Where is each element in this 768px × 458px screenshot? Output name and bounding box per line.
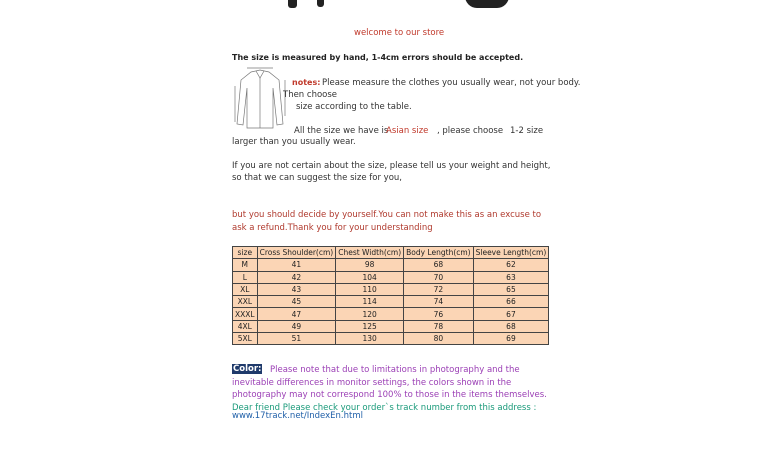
cell-chest: 120 [336, 308, 404, 320]
cell-sleeve: 67 [473, 308, 549, 320]
cell-shoulder: 49 [257, 320, 336, 332]
track-url-link[interactable]: www.17track.net/IndexEn.html [232, 411, 363, 421]
cell-shoulder: 41 [257, 259, 336, 271]
notes-line-1: Please measure the clothes you usually wear, not your body. [322, 78, 581, 88]
cell-size: L [233, 271, 258, 283]
header-cross-shoulder: Cross Shoulder(cm) [257, 247, 336, 259]
photo-leg-left [288, 0, 297, 8]
cell-chest: 98 [336, 259, 404, 271]
larger-text: larger than you usually wear. [232, 137, 356, 147]
track-number-note [232, 404, 564, 420]
header-sleeve-length: Sleeve Length(cm) [473, 247, 549, 259]
cell-size: XXXL [233, 308, 258, 320]
cell-size: XL [233, 283, 258, 295]
color-label: Color: [233, 364, 262, 374]
table-row [233, 308, 549, 320]
table-row [233, 320, 549, 332]
header-chest-width: Chest Width(cm) [336, 247, 404, 259]
cell-sleeve: 65 [473, 283, 549, 295]
cell-chest: 104 [336, 271, 404, 283]
notes-line-3: size according to the table. [296, 102, 412, 112]
please-choose-text: , please choose [437, 126, 504, 136]
cell-body: 74 [404, 296, 473, 308]
shirt-measure-sketch [233, 66, 287, 132]
cell-chest: 114 [336, 296, 404, 308]
header-body-length: Body Length(cm) [404, 247, 473, 259]
table-row [233, 296, 549, 308]
refund-note-text: but you should decide by yourself.You can not make this as an excuse to ask a refund.Thank you for your understanding [232, 210, 542, 233]
cell-sleeve: 69 [473, 333, 549, 345]
header-size: size [233, 247, 258, 259]
allsize-text: All the size we have is [294, 126, 389, 136]
table-row [233, 283, 549, 295]
cell-size: 5XL [233, 333, 258, 345]
photo-leg-right [465, 0, 509, 8]
notes-line-2: Then choose [283, 90, 338, 100]
cell-body: 78 [404, 320, 473, 332]
asian-size-text: Asian size [386, 126, 429, 136]
cell-sleeve: 62 [473, 259, 549, 271]
cell-shoulder: 42 [257, 271, 336, 283]
cell-body: 70 [404, 271, 473, 283]
table-row [233, 259, 549, 271]
photo-leg-mid [317, 0, 324, 7]
cell-body: 76 [404, 308, 473, 320]
cell-shoulder: 51 [257, 333, 336, 345]
cell-size: XXL [233, 296, 258, 308]
cell-chest: 125 [336, 320, 404, 332]
notes-label: notes: [292, 78, 321, 87]
cell-size: M [233, 259, 258, 271]
cell-body: 80 [404, 333, 473, 345]
size-table-header-row [233, 247, 549, 259]
dear-friend-text: Dear friend Please check your order`s track number from this address : [232, 403, 537, 413]
size-table [232, 246, 549, 345]
size-advice-text: If you are not certain about the size, please tell us your weight and height, so that we can suggest the size for you, [232, 161, 551, 183]
product-photo-legs [280, 0, 520, 12]
cell-sleeve: 66 [473, 296, 549, 308]
welcome-heading: welcome to our store [354, 28, 445, 38]
one-two-size-text: 1-2 size [510, 126, 544, 136]
cell-body: 68 [404, 259, 473, 271]
cell-shoulder: 43 [257, 283, 336, 295]
cell-size: 4XL [233, 320, 258, 332]
cell-chest: 110 [336, 283, 404, 295]
table-row [233, 333, 549, 345]
cell-chest: 130 [336, 333, 404, 345]
cell-sleeve: 63 [473, 271, 549, 283]
table-row [233, 271, 549, 283]
cell-body: 72 [404, 283, 473, 295]
measured-note: The size is measured by hand, 1-4cm errors should be accepted. [232, 53, 524, 62]
cell-sleeve: 68 [473, 320, 549, 332]
color-disclaimer-text: Please note that due to limitations in photography and the inevitable differences in monitor settings, the colors shown in the photography may not correspond 100% to those in the items themselves. [232, 365, 547, 400]
cell-shoulder: 45 [257, 296, 336, 308]
cell-shoulder: 47 [257, 308, 336, 320]
